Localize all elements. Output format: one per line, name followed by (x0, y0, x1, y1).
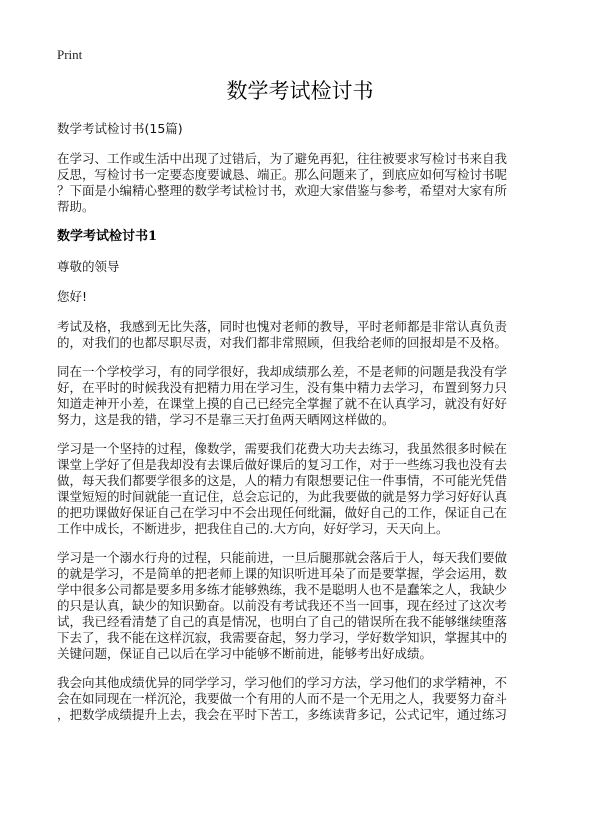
text-line: 工作中成长，不断进步，把我住自己的.大方向，好好学习，天天向上。 (57, 521, 449, 536)
section-heading: 数学考试检讨书1 (57, 229, 158, 244)
text-line: 的，对我们的也都尽职尽责，对我们都非常照顾，但我给老师的回报却是不及格。 (57, 335, 508, 350)
text-line: 我会向其他成绩优异的同学学习，学习他们的学习方法，学习他们的求学精神，不 (57, 675, 508, 690)
text-line: 学中很多公司都是要多用多练才能够熟练，我不是聪明人也不是蠢笨之人，我缺少 (57, 582, 508, 597)
text-line: 课堂上学好了但是我却没有去课后做好课后的复习工作，对于一些练习我也没有去 (57, 457, 508, 472)
text-line: 做，每天我们都要学很多的这是，人的精力有限想要记住一件事情，不可能光凭借 (57, 473, 508, 488)
text-line: ，把数学成绩提升上去，我会在平时下苦工，多练读背多记，公式记牢，通过练习 (57, 707, 508, 722)
paragraph-5 (57, 675, 547, 723)
paragraph-3 (57, 441, 547, 537)
paragraph-4 (57, 550, 547, 662)
text-line: ？下面是小编精心整理的数学考试检讨书，欢迎大家借鉴与参考，希望对大家有所 (57, 183, 508, 198)
text-line: 的只是认真，缺少的知识勤奋。以前没有考试我还不当一回事，现在经过了这次考 (57, 598, 508, 613)
text-line: 的就是学习，不是简单的把老师上课的知识听进耳朵了而是要掌握，学会运用，数 (57, 566, 508, 581)
text-line: 的把功课做好保证自己在学习中不会出现任何纰漏，做好自己的工作，保证自己在 (57, 505, 508, 520)
salutation: 您好! (57, 289, 88, 304)
greeting: 尊敬的领导 (57, 259, 120, 274)
text-line: 课堂短短的时间就能一直记住，总会忘记的，为此我要做的就是努力学习好好认真 (57, 489, 508, 504)
paragraph-1 (57, 319, 547, 351)
text-line: 试，我已经看清楚了自己的真是情况，也明白了自己的错误所在我不能够继续堕落 (57, 614, 508, 629)
text-line: 反思，写检讨书一定要态度要诚恳、端正。那么问题来了，到底应如何写检讨书呢 (57, 167, 508, 182)
text-line: 学习是一个溺水行舟的过程，只能前进，一旦后腿那就会落后于人，每天我们要做 (57, 550, 508, 565)
page-title: 数学考试检讨书 (226, 79, 374, 103)
text-line: 会在如同现在一样沉沦，我要做一个有用的人而不是一个无用之人，我要努力奋斗 (57, 691, 508, 706)
text-line: 知道走神开小差，在课堂上摸的自己已经完全掌握了就不在认真学习，就没有好好 (57, 396, 508, 411)
doc-subtitle: 数学考试检讨书(15篇) (57, 121, 183, 136)
text-line: 好，在平时的时候我没有把精力用在学习生，没有集中精力去学习，布置到努力只 (57, 380, 508, 395)
text-line: 在学习、工作或生活中出现了过错后，为了避免再犯，往往被要求写检讨书来自我 (57, 151, 508, 166)
paragraph-2 (57, 364, 547, 428)
text-line: 努力，这是我的错，学习不是靠三天打鱼两天晒网这样做的。 (57, 412, 395, 427)
text-line: 考试及格，我感到无比失落，同时也愧对老师的教导，平时老师都是非常认真负责 (57, 319, 508, 334)
document-body (57, 121, 547, 723)
text-line: 同在一个学校学习，有的同学很好，我却成绩那么差，不是老师的问题是我没有学 (57, 364, 508, 379)
text-line: 学习是一个坚持的过程，像数学，需要我们花费大功夫去练习，我虽然很多时候在 (57, 441, 508, 456)
text-line: 帮助。 (57, 199, 95, 214)
text-line: 关键问题，保证自己以后在学习中能够不断前进，能够考出好成绩。 (57, 646, 433, 661)
print-link[interactable]: Print (57, 47, 83, 62)
intro-paragraph (57, 151, 547, 215)
text-line: 下去了，我不能在这样沉寂，我需要奋起，努力学习，学好数学知识，掌握其中的 (57, 630, 508, 645)
